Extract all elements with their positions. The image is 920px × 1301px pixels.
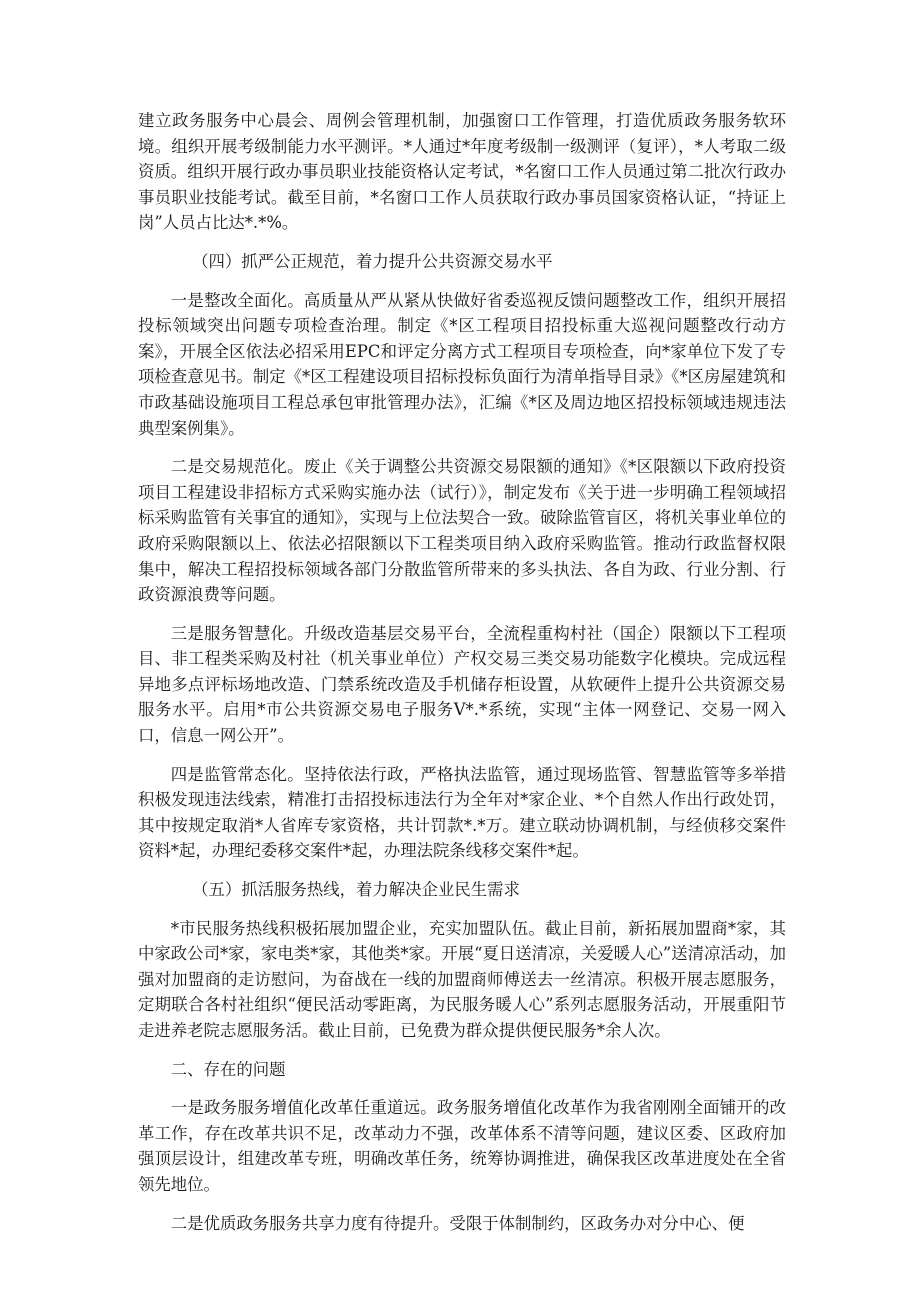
section-heading-4: （四）抓严公正规范，着力提升公共资源交易水平: [192, 251, 553, 271]
paragraph-problem-1: 一是政务服务增值化改革任重道远。政务服务增值化改革作为我省刚刚全面铺开的改革工作，存在改革共识不足，改革动力不强，改革体系不清等问题，建议区委、区政府加强顶层设计，组建改革专班，明确改革任务，统筹协调推进，确保我区改革进度处在全省领先地位。: [138, 1098, 786, 1194]
paragraph-standardization: 二是交易规范化。废止《关于调整公共资源交易限额的通知》《*区限额以下政府投资项目工程建设非招标方式采购实施办法（试行）》，制定发布《关于进一步明确工程领域招标采购监管有关事宜的通知》，实现与上位法契合一致。破除监管盲区，将机关事业单位的政府采购限额以上、依法必招限额以下工程类项目纳入政府采购监管。推动行政监督权限集中，解决工程招投标领域各部门分散监管所带来的多头执法、各自为政、行业分割、行政资源浪费等问题。: [138, 457, 786, 605]
document-page: [138, 108, 786, 1249]
section-heading-problems: 二、存在的问题: [170, 1059, 286, 1079]
paragraph-supervision: 四是监管常态化。坚持依法行政，严格执法监管，通过现场监管、智慧监管等多举措积极发现违法线索，精准打击招投标违法行为全年对*家企业、*个自然人作出行政处罚，其中按规定取消*人省库专家资格，共计罚款*.*万。建立联动协调机制，与经侦移交案件资料*起，办理纪委移交案件*起，办理法院条线移交案件*起。: [138, 764, 786, 861]
paragraph-problem-2: 二是优质政务服务共享力度有待提升。受限于体制制约，区政务办对分中心、便: [170, 1213, 745, 1233]
paragraph-continuation: 建立政务服务中心晨会、周例会管理机制，加强窗口工作管理，打造优质政务服务软环境。组织开展考级制能力水平测评。*人通过*年度考级制一级测评（复评），*人考取二级资质。组织开展行政办事员职业技能资格认定考试，*名窗口工作人员通过第二批次行政办事员职业技能考试。截至目前，*名窗口工作人员获取行政办事员国家资格认证，“持证上岗”人员占比达*.*%。: [138, 111, 786, 233]
paragraph-rectification: 一是整改全面化。高质量从严从紧从快做好省委巡视反馈问题整改工作，组织开展招投标领域突出问题专项检查治理。制定《*区工程项目招投标重大巡视问题整改行动方案》，开展全区依法必招采用EPC和评定分离方式工程项目专项检查，向*家单位下发了专项检查意见书。制定《*区工程建设项目招标投标负面行为清单指导目录》《*区房屋建筑和市政基础设施项目工程总承包审批管理办法》，汇编《*区及周边地区招投标领域违规违法典型案例集》。: [138, 290, 786, 438]
paragraph-smart-service: 三是服务智慧化。升级改造基层交易平台，全流程重构村社（国企）限额以下工程项目、非工程类采购及村社（机关事业单位）产权交易三类交易功能数字化模块。完成远程异地多点评标场地改造、门禁系统改造及手机储存柜设置，从软硬件上提升公共资源交易服务水平。启用*市公共资源交易电子服务V*.*系统，实现“主体一网登记、交易一网入口，信息一网公开”。: [138, 623, 786, 746]
paragraph-hotline: *市民服务热线积极拓展加盟企业，充实加盟队伍。截止目前，新拓展加盟商*家，其中家政公司*家，家电类*家，其他类*家。开展“夏日送清凉，关爱暖人心”送清凉活动，加强对加盟商的走访慰问，为奋战在一线的加盟商师傅送去一丝清凉。积极开展志愿服务，定期联合各村社组织“便民活动零距离，为民服务暖人心”系列志愿服务活动，开展重阳节走进养老院志愿服务活。截止目前，已免费为群众提供便民服务*余人次。: [138, 918, 786, 1040]
section-heading-5: （五）抓活服务热线，着力解决企业民生需求: [192, 880, 520, 900]
